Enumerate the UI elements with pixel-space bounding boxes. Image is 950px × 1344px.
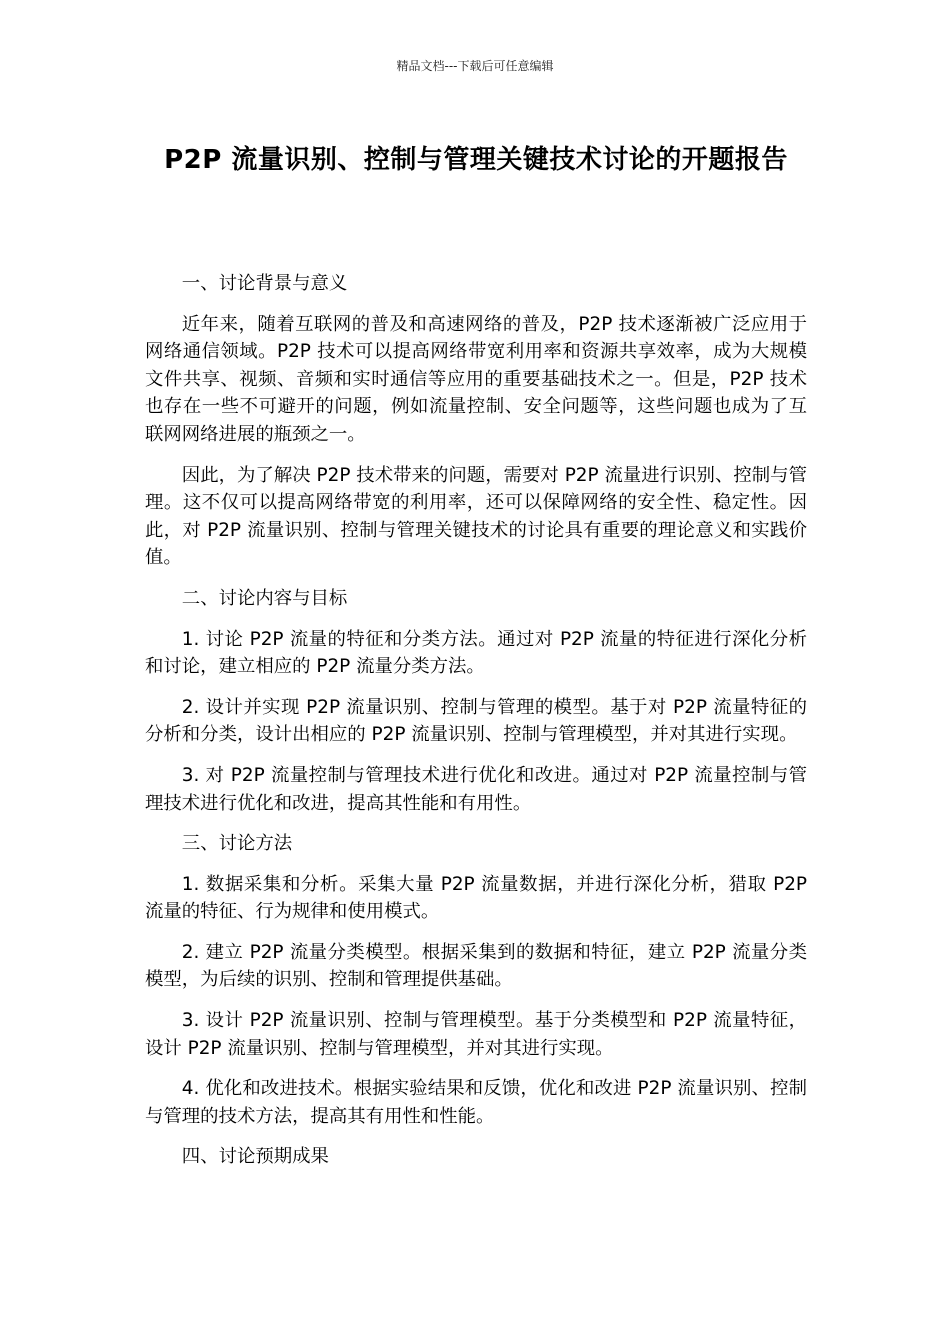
document-title: P2P 流量识别、控制与管理关键技术讨论的开题报告 bbox=[164, 145, 788, 175]
paragraph-background-1: 近年来，随着互联网的普及和高速网络的普及，P2P 技术逐渐被广泛应用于网络通信领域。P2P 技术可以提高网络带宽利用率和资源共享效率，成为大规模文件共享、视频、音频和实时通信等应用的重要基础技术之一。但是，P2P 技术也存在一些不可避开的问题，例如流量控制、安全问题等，这些问题也成为了互联网网络进展的瓶颈之一。 bbox=[145, 313, 807, 445]
section-heading-expected-results: 四、讨论预期成果 bbox=[181, 1146, 329, 1168]
paragraph-content-goal-2: 2. 设计并实现 P2P 流量识别、控制与管理的模型。基于对 P2P 流量特征的分析和分类，设计出相应的 P2P 流量识别、控制与管理模型，并对其进行实现。 bbox=[145, 696, 807, 746]
paragraph-method-2: 2. 建立 P2P 流量分类模型。根据采集到的数据和特征，建立 P2P 流量分类模型，为后续的识别、控制和管理提供基础。 bbox=[145, 941, 807, 991]
section-heading-content-goals: 二、讨论内容与目标 bbox=[181, 587, 348, 609]
header-note: 精品文档---下载后可任意编辑 bbox=[396, 59, 554, 73]
paragraph-background-2: 因此，为了解决 P2P 技术带来的问题，需要对 P2P 流量进行识别、控制与管理。这不仅可以提高网络带宽的利用率，还可以保障网络的安全性、稳定性。因此，对 P2P 流量识别、控制与管理关键技术的讨论具有重要的理论意义和实践价值。 bbox=[145, 464, 807, 569]
paragraph-method-3: 3. 设计 P2P 流量识别、控制与管理模型。基于分类模型和 P2P 流量特征，设计 P2P 流量识别、控制与管理模型，并对其进行实现。 bbox=[145, 1010, 807, 1059]
section-heading-background: 一、讨论背景与意义 bbox=[181, 273, 348, 294]
section-heading-methods: 三、讨论方法 bbox=[181, 833, 293, 855]
paragraph-content-goal-1: 1. 讨论 P2P 流量的特征和分类方法。通过对 P2P 流量的特征进行深化分析和讨论，建立相应的 P2P 流量分类方法。 bbox=[145, 628, 807, 678]
paragraph-content-goal-3: 3. 对 P2P 流量控制与管理技术进行优化和改进。通过对 P2P 流量控制与管理技术进行优化和改进，提高其性能和有用性。 bbox=[145, 764, 807, 814]
paragraph-method-1: 1. 数据采集和分析。采集大量 P2P 流量数据，并进行深化分析，猎取 P2P 流量的特征、行为规律和使用模式。 bbox=[145, 873, 807, 923]
paragraph-method-4: 4. 优化和改进技术。根据实验结果和反馈，优化和改进 P2P 流量识别、控制与管理的技术方法，提高其有用性和性能。 bbox=[145, 1078, 807, 1127]
document-body bbox=[145, 270, 807, 1184]
